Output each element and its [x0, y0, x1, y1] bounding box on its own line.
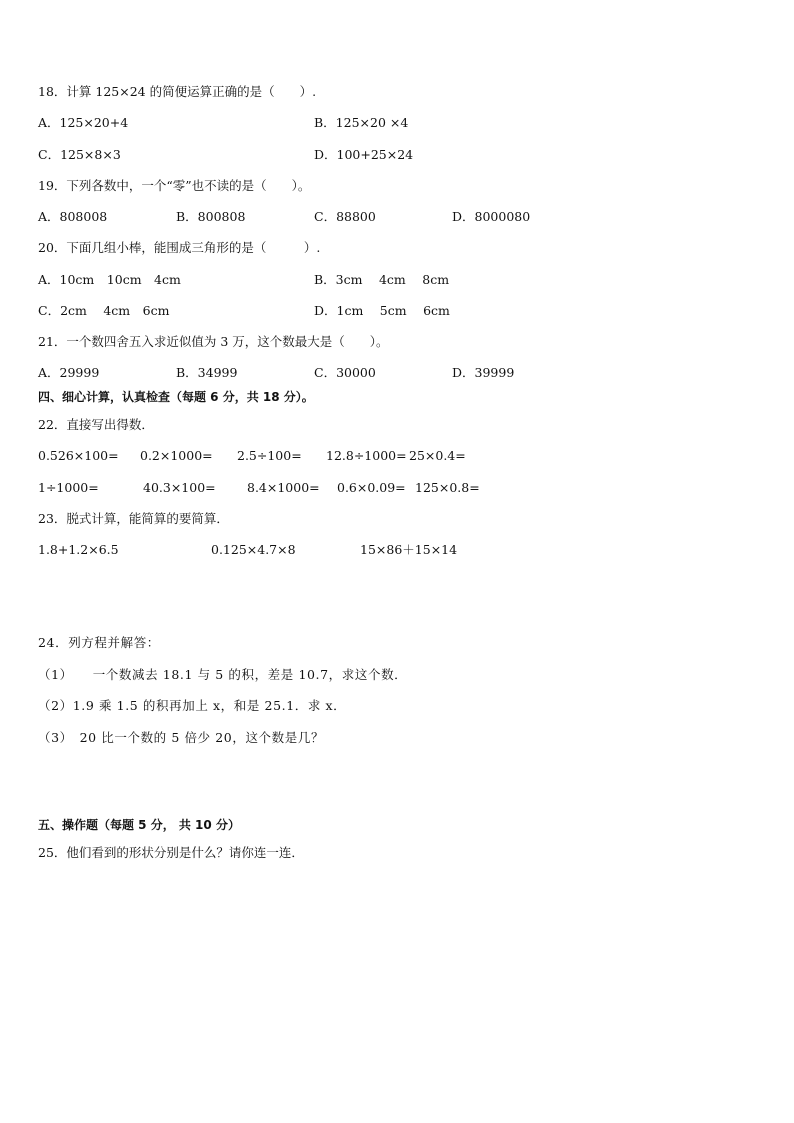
question-22-item: 2.5÷100= — [237, 448, 302, 463]
question-19-stem: 19．下列各数中，一个“零”也不读的是（ ）。 — [38, 178, 311, 193]
question-18-option-d: D．100+25×24 — [314, 147, 414, 162]
question-22-item: 0.2×1000= — [140, 448, 213, 463]
question-18-option-c: C．125×8×3 — [38, 147, 121, 162]
question-24-item-3: （3） 20 比一个数的 5 倍少 20，这个数是几？ — [38, 730, 325, 745]
question-19-option-a: A．808008 — [38, 209, 108, 224]
question-20-option-b: B．3cm 4cm 8cm — [314, 272, 450, 287]
question-24-item-2: （2）1.9 乘 1.5 的积再加上 x，和是 25.1．求 x． — [38, 698, 347, 713]
question-20-option-a: A．10cm 10cm 4cm — [38, 272, 181, 287]
question-21-stem: 21．一个数四舍五入求近似值为 3 万，这个数最大是（ ）。 — [38, 334, 389, 349]
question-19-option-d: D．8000080 — [452, 209, 531, 224]
question-24-item-1: （1） 一个数减去 18.1 与 5 的积，差是 10.7，求这个数． — [38, 667, 408, 682]
question-21-option-d: D．39999 — [452, 365, 515, 380]
question-18-stem: 18．计算 125×24 的简便运算正确的是（ ）. — [38, 84, 317, 99]
question-22-item: 1÷1000= — [38, 480, 99, 495]
question-19-option-c: C．88800 — [314, 209, 376, 224]
question-20-option-d: D．1cm 5cm 6cm — [314, 303, 450, 318]
question-23-item: 15×86＋15×14 — [360, 542, 458, 557]
question-20-option-c: C．2cm 4cm 6cm — [38, 303, 170, 318]
question-22-stem: 22．直接写出得数． — [38, 417, 154, 432]
question-21-option-c: C．30000 — [314, 365, 376, 380]
question-22-item: 0.6×0.09= — [337, 480, 406, 495]
question-23-item: 1.8+1.2×6.5 — [38, 542, 119, 557]
question-23-stem: 23．脱式计算，能简算的要简算． — [38, 511, 229, 526]
question-22-item: 0.526×100= — [38, 448, 119, 463]
question-22-item: 12.8÷1000= — [326, 448, 407, 463]
question-22-item: 40.3×100= — [143, 480, 216, 495]
question-18-option-a: A．125×20+4 — [38, 115, 129, 130]
question-18-option-b: B．125×20 ×4 — [314, 115, 409, 130]
question-23-item: 0.125×4.7×8 — [211, 542, 296, 557]
section-5-heading: 五、操作题（每题 5 分， 共 10 分） — [38, 818, 240, 832]
question-21-option-a: A．29999 — [38, 365, 100, 380]
question-22-item: 25×0.4= — [409, 448, 466, 463]
question-22-item: 8.4×1000= — [247, 480, 320, 495]
question-22-item: 125×0.8= — [415, 480, 480, 495]
question-21-option-b: B．34999 — [176, 365, 238, 380]
question-24-stem: 24．列方程并解答： — [38, 635, 160, 650]
question-20-stem: 20．下面几组小棒，能围成三角形的是（ ）. — [38, 240, 321, 255]
question-25-stem: 25．他们看到的形状分别是什么？请你连一连． — [38, 845, 304, 860]
question-19-option-b: B．800808 — [176, 209, 246, 224]
section-4-heading: 四、细心计算，认真检查（每题 6 分，共 18 分）。 — [38, 390, 314, 404]
